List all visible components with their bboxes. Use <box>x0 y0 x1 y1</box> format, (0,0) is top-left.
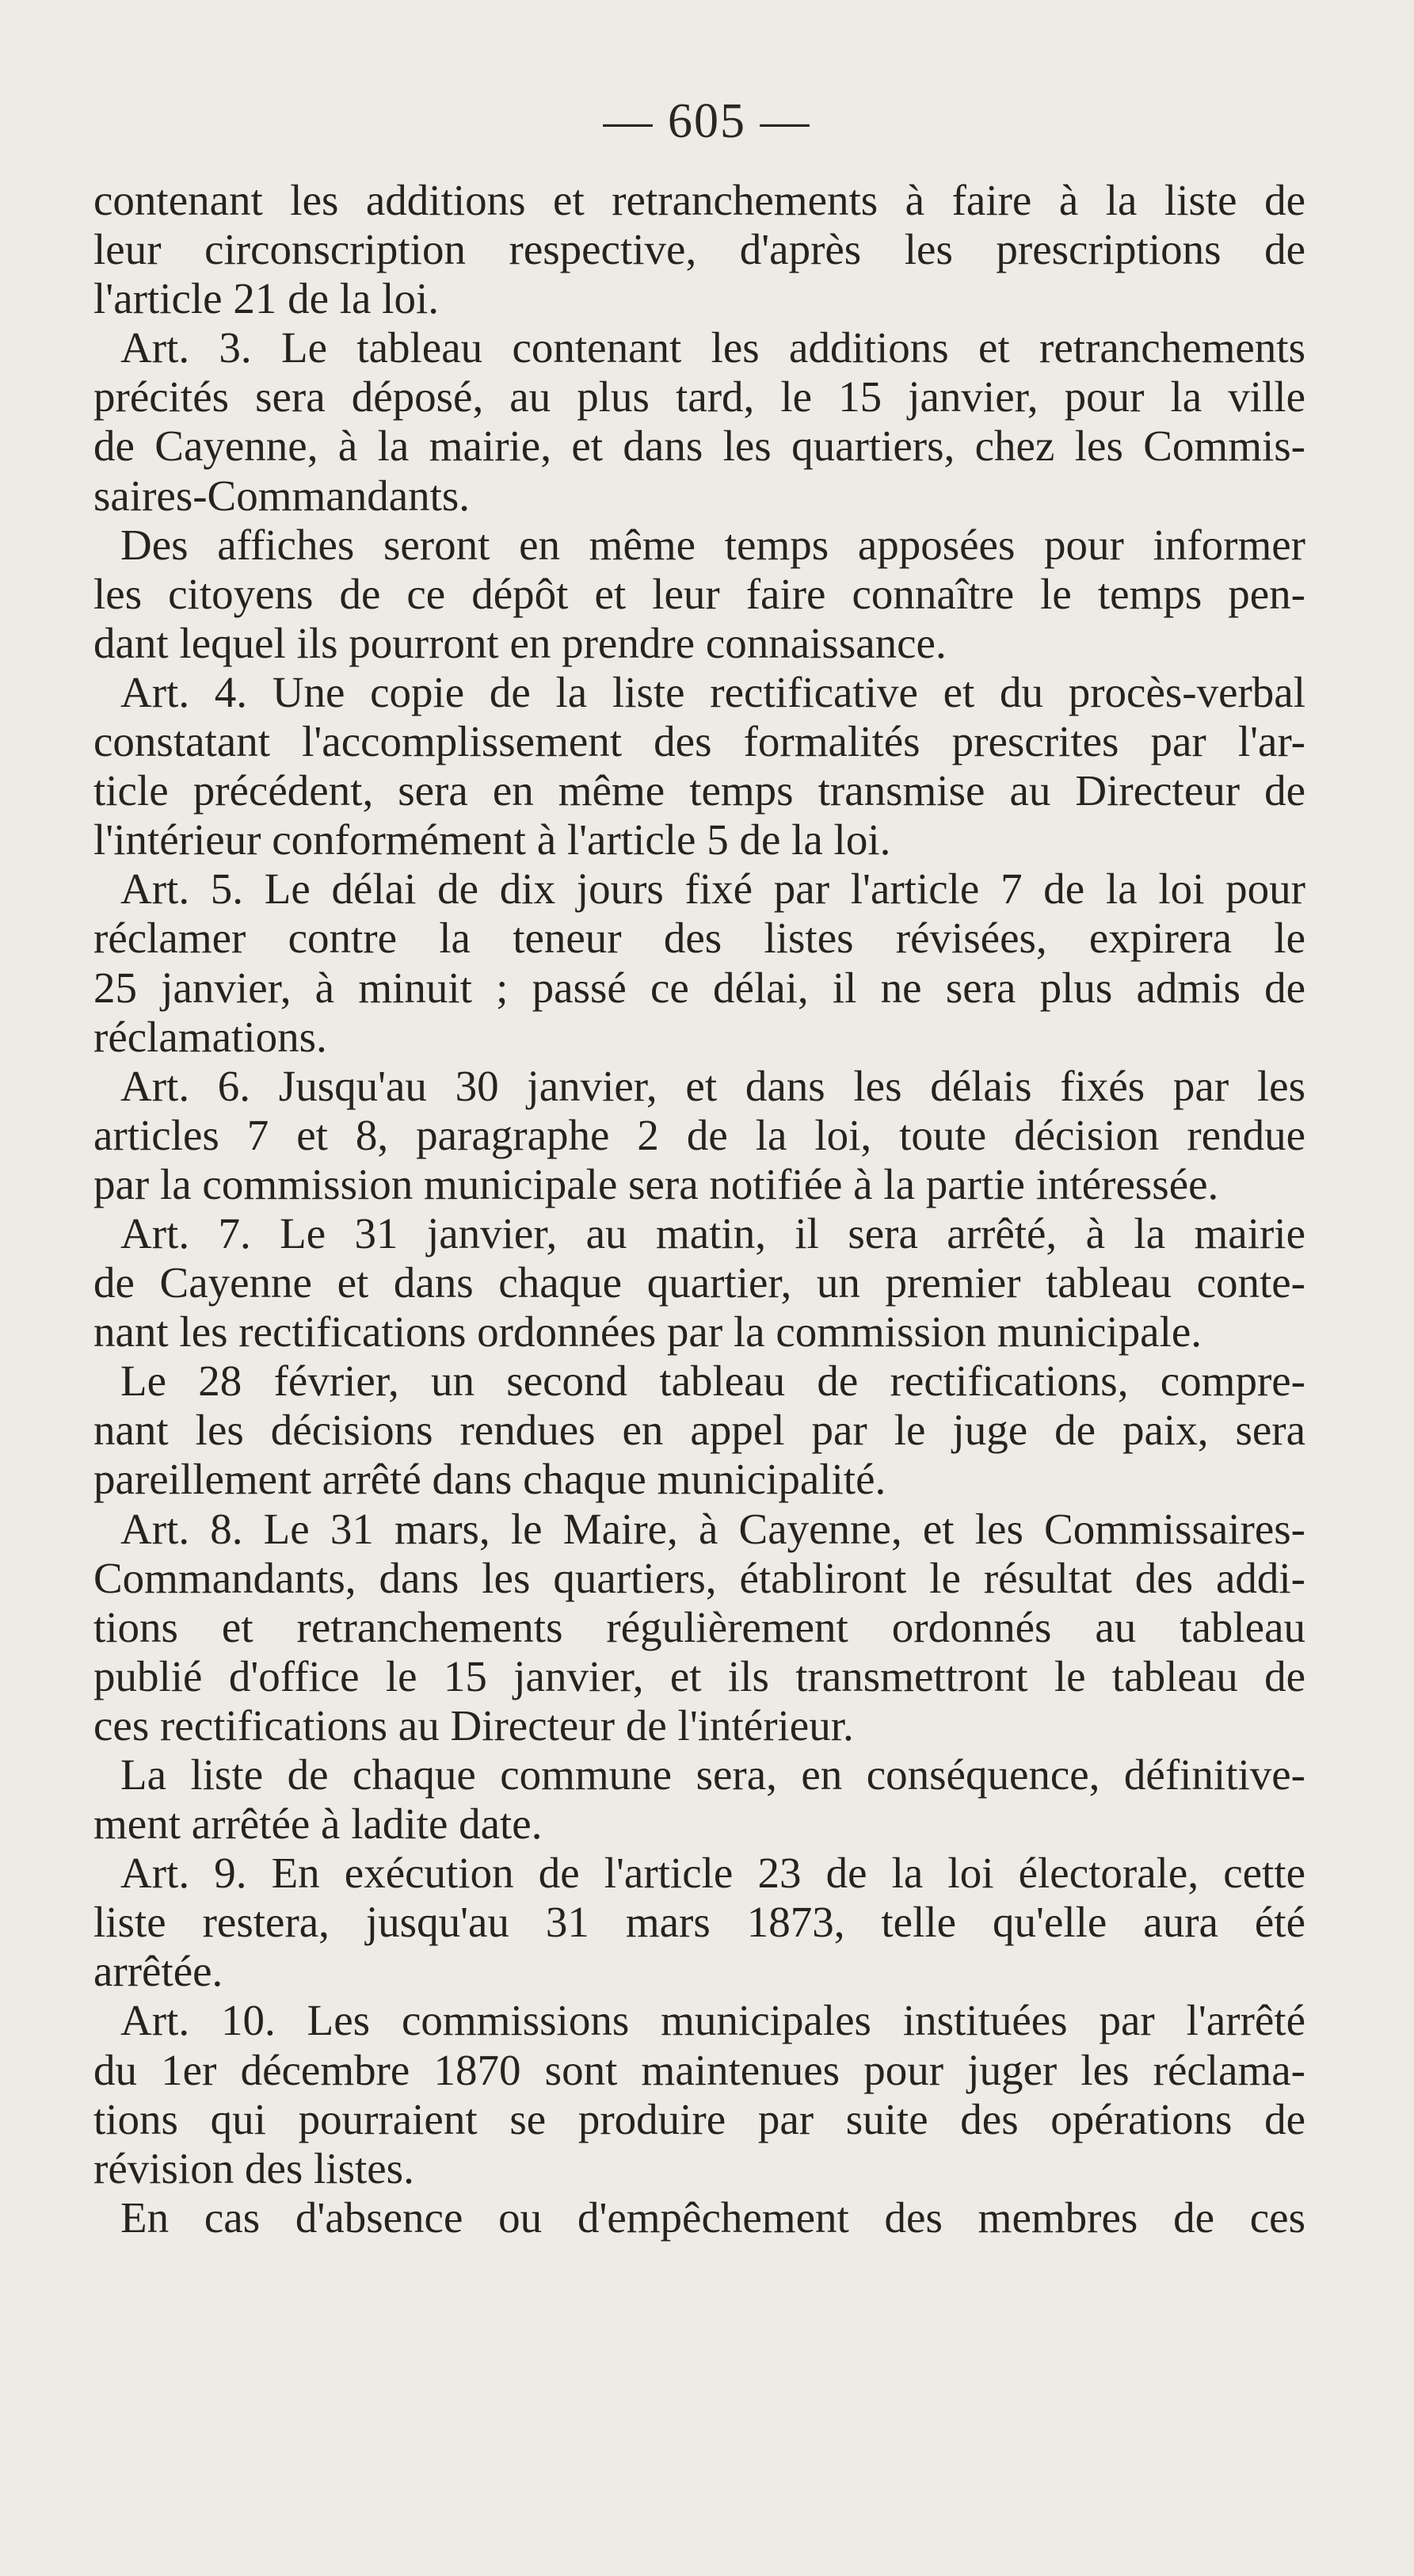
text-line: l'intérieur conformément à l'article 5 de la loi. <box>93 815 891 864</box>
text-line: les citoyens de ce dépôt et leur faire connaître le temps pen- <box>93 569 1305 618</box>
page-number: — 605 — <box>603 94 811 148</box>
text-line: 25 janvier, à minuit ; passé ce délai, il ne sera plus admis de <box>93 963 1305 1012</box>
text-line: ces rectifications au Directeur de l'intérieur. <box>93 1700 854 1750</box>
text-line: publié d'office le 15 janvier, et ils transmettront le tableau de <box>93 1651 1305 1700</box>
text-line: par la commission municipale sera notifiée à la partie intéressée. <box>93 1159 1219 1208</box>
text-line: Des affiches seront en même temps apposées pour informer <box>120 520 1305 569</box>
text-line: leur circonscription respective, d'après les prescriptions de <box>93 225 1305 274</box>
text-line: saires-Commandants. <box>93 471 471 520</box>
text-line: du 1er décembre 1870 sont maintenues pour juger les réclama- <box>93 2045 1305 2094</box>
text-line: Art. 10. Les commissions municipales instituées par l'arrêté <box>120 1996 1305 2045</box>
text-line: précités sera déposé, au plus tard, le 15 janvier, pour la ville <box>93 372 1305 422</box>
body-text <box>93 176 1305 2242</box>
text-line: La liste de chaque commune sera, en conséquence, définitive- <box>120 1750 1305 1799</box>
text-line: Commandants, dans les quartiers, établiront le résultat des addi- <box>93 1553 1305 1602</box>
text-line: ticle précédent, sera en même temps transmise au Directeur de <box>93 766 1305 815</box>
text-line: En cas d'absence ou d'empêchement des membres de ces <box>120 2192 1305 2242</box>
text-line: liste restera, jusqu'au 31 mars 1873, telle qu'elle aura été <box>93 1898 1305 1947</box>
text-line: constatant l'accomplissement des formalités prescrites par l'ar- <box>93 717 1305 766</box>
text-line: Art. 3. Le tableau contenant les additions et retranchements <box>120 323 1305 372</box>
text-line: révision des listes. <box>93 2143 414 2192</box>
text-line: Art. 6. Jusqu'au 30 janvier, et dans les délais fixés par les <box>120 1061 1305 1110</box>
text-line: tions et retranchements régulièrement ordonnés au tableau <box>93 1602 1305 1651</box>
text-line: Art. 9. En exécution de l'article 23 de la loi électorale, cette <box>120 1849 1305 1898</box>
text-line: Art. 4. Une copie de la liste rectificative et du procès-verbal <box>120 667 1305 716</box>
text-line: ment arrêtée à ladite date. <box>93 1799 543 1849</box>
text-line: réclamations. <box>93 1012 327 1061</box>
text-line: tions qui pourraient se produire par suite des opérations de <box>93 2094 1305 2143</box>
text-line: articles 7 et 8, paragraphe 2 de la loi, toute décision rendue <box>93 1110 1305 1159</box>
text-line: Art. 5. Le délai de dix jours fixé par l'article 7 de la loi pour <box>120 864 1305 914</box>
text-line: arrêtée. <box>93 1947 223 1996</box>
text-line: Le 28 février, un second tableau de rectifications, compre- <box>120 1357 1305 1406</box>
text-line: de Cayenne et dans chaque quartier, un premier tableau conte- <box>93 1258 1305 1307</box>
text-line: nant les décisions rendues en appel par le juge de paix, sera <box>93 1406 1305 1455</box>
text-line: de Cayenne, à la mairie, et dans les quartiers, chez les Commis- <box>93 422 1305 471</box>
text-line: réclamer contre la teneur des listes révisées, expirera le <box>93 914 1305 963</box>
text-line: nant les rectifications ordonnées par la commission municipale. <box>93 1307 1202 1357</box>
text-line: Art. 8. Le 31 mars, le Maire, à Cayenne, et les Commissaires- <box>120 1504 1305 1553</box>
text-line: contenant les additions et retranchements à faire à la liste de <box>93 176 1305 224</box>
text-line: Art. 7. Le 31 janvier, au matin, il sera arrêté, à la mairie <box>120 1208 1305 1257</box>
text-line: dant lequel ils pourront en prendre connaissance. <box>93 618 947 667</box>
text-line: pareillement arrêté dans chaque municipalité. <box>93 1455 886 1504</box>
text-line: l'article 21 de la loi. <box>93 274 439 323</box>
